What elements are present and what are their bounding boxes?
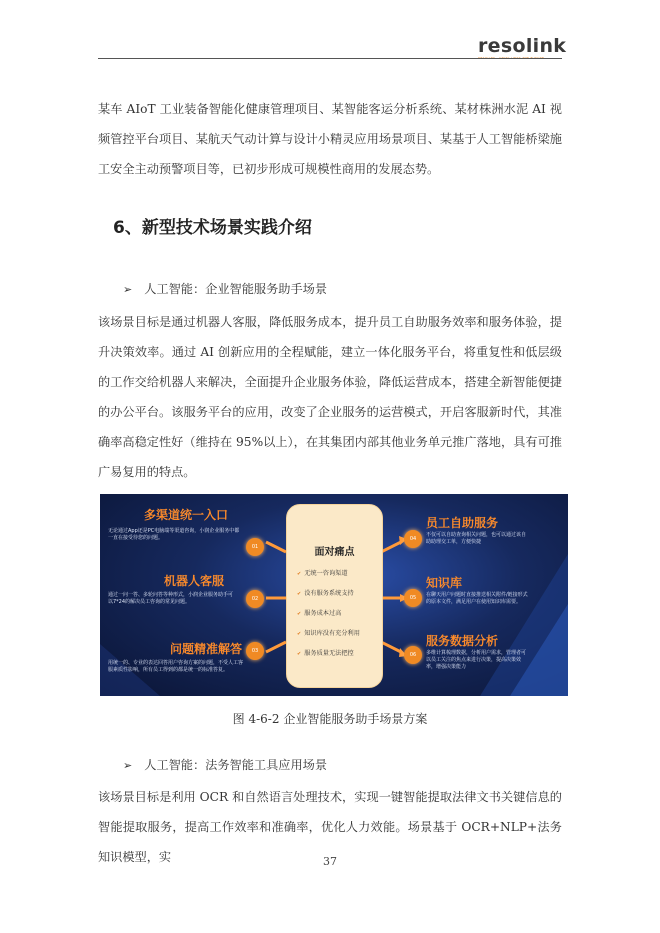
right-item-desc: 不仅可以自助查询相关问题，也可以通过该自助助理交工单，方便快捷 (426, 532, 527, 545)
figure-caption: 图 4-6-2 企业智能服务助手场景方案 (232, 712, 428, 726)
pain-point-item: ✔ 没有服务系统支持 (297, 590, 354, 597)
right-item-desc: 在聊天用户问题时直接推送相关附件/链接形式的原本文件，满足用户在使用知识库需要。 (426, 592, 528, 605)
step-badge: 01 (246, 538, 264, 556)
left-item-desc: 通过一问一答、多轮问答等种形式，小润企业服务助手可以7*24的解决员工咨询的常见问题。 (108, 592, 234, 605)
pain-points-title: 面对痛点 (314, 547, 355, 558)
intro-paragraph: 某车 AIoT 工业装备智能化健康管理项目、某智能客运分析系统、某材株洲水泥 AI 视频管控平台项目、某航天气动计算与设计小精灵应用场景项目、某基于人工智能桥梁施工安全主动预警项目等，已初步形成可规模性商用的发展态势。 (98, 102, 562, 176)
bullet-arrow-icon: ➢ (123, 283, 133, 296)
bullet-arrow-icon: ➢ (123, 759, 133, 772)
pain-point-item: ✔ 知识库没有充分利用 (297, 630, 360, 637)
check-icon: ✔ (297, 651, 302, 657)
logo-tagline: RESOLINK · UNITY LINKS THE FUTURE (478, 56, 545, 60)
scene1-title: 人工智能：企业智能服务助手场景 (144, 282, 328, 296)
page-number: 37 (323, 855, 337, 868)
left-item-title: 问题精准解答 (170, 642, 243, 656)
check-icon: ✔ (297, 631, 302, 637)
step-badge: 02 (246, 590, 264, 608)
right-item-title: 服务数据分析 (426, 634, 499, 648)
pain-point-item: ✔ 服务成本过高 (297, 610, 342, 617)
check-icon: ✔ (297, 591, 302, 597)
pain-points-panel (286, 504, 383, 688)
left-item-title: 机器人客服 (164, 574, 225, 588)
scene1-bullet (123, 280, 327, 297)
scene2-title: 人工智能：法务智能工具应用场景 (144, 758, 328, 772)
right-item-desc: 多维计算梳理数据，分析用户需求，管理者可以员工关注的焦点来进行决策，提高决策效率，增强决策能力 (426, 650, 527, 670)
scene1-paragraph: 该场景目标是通过机器人客服，降低服务成本，提升员工自助服务效率和服务体验，提升决策效率。通过 AI 创新应用的全程赋能，建立一体化服务平台，将重复性和低层级的工作交给机器人来解决，全面提升企业服务体验，降低运营成本，搭建全新智能便捷的办公平台。该服务平台的应用，改变了企业服务的运营模式，开启客服新时代，其准确率高稳定性好（维持在 95%以上），在其集团内部其他业务单元推广落地，具有可推广易复用的特点。 (98, 315, 562, 479)
left-item-desc: 用统一的、专业的表达回答用户咨询方案的问题，不受人工客服素质性影响，所有员工得到的都是统一的标准答复。 (108, 660, 244, 673)
header-divider (98, 58, 562, 59)
section-heading: 6、新型技术场景实践介绍 (113, 218, 312, 238)
scene2-paragraph: 该场景目标是利用 OCR 和自然语言处理技术，实现一键智能提取法律文书关键信息的智能提取服务，提高工作效率和准确率，优化人力效能。场景基于 OCR+NLP+法务知识模型，实 (98, 790, 562, 864)
pain-point-item: ✔ 服务质量无法把控 (297, 650, 354, 657)
step-badge: 06 (404, 646, 422, 664)
check-icon: ✔ (297, 611, 302, 617)
step-badge: 03 (246, 642, 264, 660)
logo-text: resolink (478, 35, 567, 57)
scene2-bullet (123, 756, 327, 773)
right-item-title: 员工自助服务 (426, 516, 499, 530)
company-logo (478, 35, 567, 66)
left-item-desc: 无论通过App还是PC电脑端等渠道咨询，小润企业服务中都一直在接受待您的问题。 (108, 528, 240, 541)
check-icon: ✔ (297, 571, 302, 577)
left-item-title: 多渠道统一入口 (144, 508, 229, 522)
step-badge: 04 (404, 530, 422, 548)
right-item-title: 知识库 (426, 576, 463, 590)
step-badge: 05 (404, 589, 422, 607)
solution-diagram (100, 494, 568, 696)
pain-point-item: ✔ 无统一咨询渠道 (297, 570, 348, 577)
